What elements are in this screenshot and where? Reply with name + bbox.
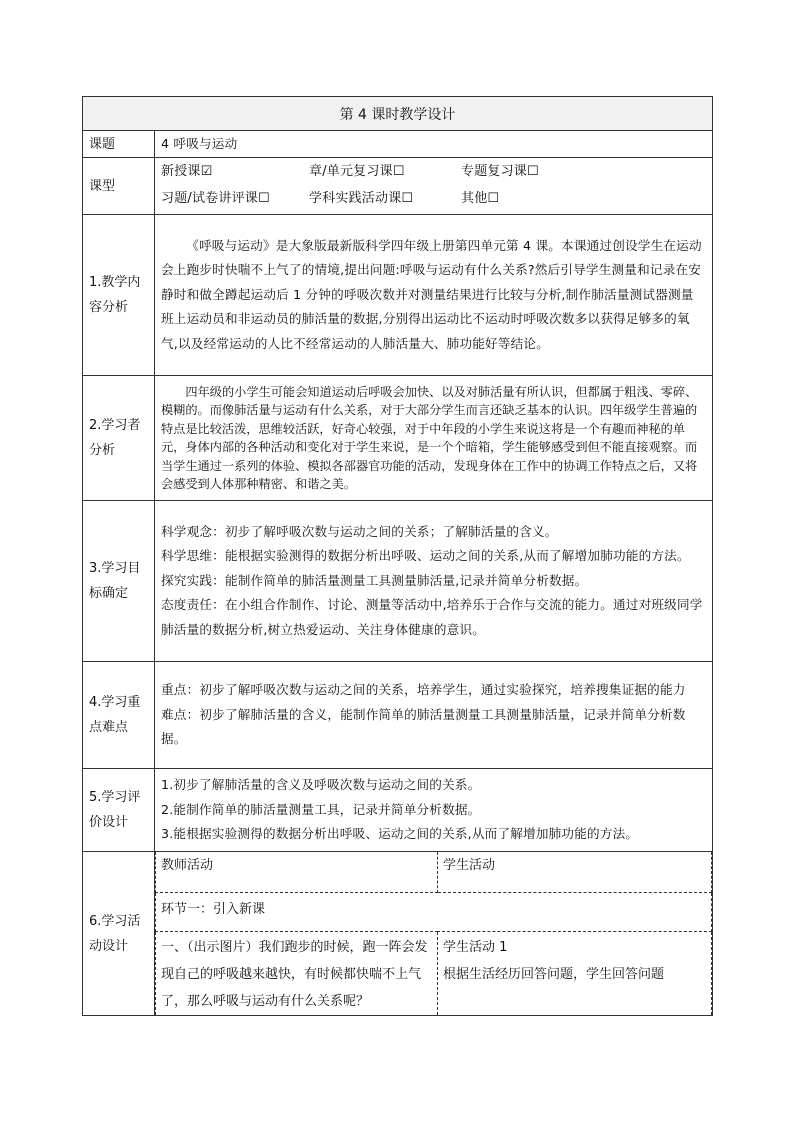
course-type-label: 课型 [83, 158, 155, 215]
objectives-cell [155, 501, 713, 662]
teacher-activity-text: 一、（出示图片）我们跑步的时候，跑一阵会发现自己的呼吸越来越快，有时候都快喘不上气了，那么呼吸与运动有什么关系呢？ [156, 932, 438, 1016]
key-points-label: 4.学习重点难点 [83, 662, 155, 769]
student-activity-header: 学生活动 [438, 852, 712, 893]
student-activity-title: 学生活动 1 [443, 940, 508, 955]
option-topic-review: 专题复习课☐ [461, 164, 539, 180]
evaluation-item-1: 1.初步了解肺活量的含义及呼吸次数与运动之间的关系。 [161, 777, 481, 793]
learner-analysis-text: 四年级的小学生可能会知道运动后呼吸会加快、以及对肺活量有所认识，但都属于粗浅、零碎、模糊的。而像肺活量与运动有什么关系，对于大部分学生而言还缺乏基本的认识。四年级学生普遍的特点是比较活泼，思维较活跃，好奇心较强，对于中年段的小学生来说这将是一个有趣而神秘的单元，身体内部的各种活动和变化对于学生来说，是一个个暗箱，学生能够感受到但不能直接观察。而当学生通过一系列的体验、模拟各部器官功能的活动，发现身体在工作中的协调工作特点之后，又将会感受到人体那种精密、和谐之美。 [161, 384, 698, 491]
learner-analysis-cell [155, 376, 713, 501]
key-points-cell [155, 662, 713, 769]
learner-analysis-label: 2.学习者分析 [83, 376, 155, 501]
activities-label: 6.学习活动设计 [83, 852, 155, 1016]
student-activity-text: 根据生活经历回答问题，学生回答问题 [443, 967, 665, 982]
content-analysis-cell [155, 215, 713, 376]
evaluation-cell [155, 769, 713, 852]
objective-concept: 科学观念：初步了解呼吸次数与运动之间的关系；了解肺活量的含义。 [161, 523, 558, 539]
objective-practice: 探究实践：能制作简单的肺活量测量工具测量肺活量,记录并简单分析数据。 [161, 572, 588, 588]
objective-thinking: 科学思维：能根据实验测得的数据分析出呼吸、运动之间的关系,从而了解增加肺功能的方法。 [161, 548, 690, 564]
section-intro: 环节一：引入新课 [156, 893, 712, 932]
option-unit-review: 章/单元复习课☐ [309, 164, 405, 180]
evaluation-label: 5.学习评价设计 [83, 769, 155, 852]
teacher-activity-header: 教师活动 [156, 852, 438, 893]
lesson-plan-table [82, 96, 713, 1016]
option-exercise-review: 习题/试卷讲评课☐ [161, 191, 270, 207]
course-type-options [155, 158, 713, 215]
difficult-point: 难点：初步了解肺活量的含义，能制作简单的肺活量测量工具测量肺活量，记录并简单分析数据。 [161, 706, 686, 747]
student-activity-cell [438, 932, 712, 1016]
option-practice-activity: 学科实践活动课☐ [309, 191, 414, 207]
objectives-label: 3.学习目标确定 [83, 501, 155, 662]
document-title: 第 4 课时教学设计 [83, 97, 713, 131]
option-new-lesson: 新授课☑ [161, 164, 213, 180]
option-other: 其他☐ [461, 191, 500, 207]
course-type-row-1 [161, 159, 706, 186]
lesson-label: 课题 [83, 131, 155, 158]
content-analysis-label: 1.教学内容分析 [83, 215, 155, 376]
content-analysis-text: 《呼吸与运动》是大象版最新版科学四年级上册第四单元第 4 课。本课通过创设学生在运动会上跑步时快喘不上气了的情境,提出问题:呼吸与运动有什么关系?然后引导学生测量和记录在安静时和做全蹲起运动后 1 分钟的呼吸次数并对测量结果进行比较与分析,制作肺活量测试器测量班上运动员和非运动员的肺活量的数据,分别得出运动比不运动时呼吸次数多以获得足够多的氧气,以及经常运动的人比不经常运动的人肺活量大、肺功能好等结论。 [161, 237, 702, 351]
course-type-row-2 [161, 186, 706, 213]
activities-subtable [155, 852, 712, 1015]
evaluation-item-3: 3.能根据实验测得的数据分析出呼吸、运动之间的关系,从而了解增加肺功能的方法。 [161, 826, 639, 842]
key-point: 重点：初步了解呼吸次数与运动之间的关系，培养学生，通过实验探究，培养搜集证据的能力 [161, 682, 686, 698]
activities-cell [155, 852, 713, 1016]
evaluation-item-2: 2.能制作简单的肺活量测量工具，记录并简单分析数据。 [161, 801, 481, 817]
objective-attitude: 态度责任：在小组合作制作、讨论、测量等活动中,培养乐于合作与交流的能力。通过对班级同学肺活量的数据分析,树立热爱运动、关注身体健康的意识。 [161, 597, 703, 637]
lesson-value: 4 呼吸与运动 [155, 131, 713, 158]
